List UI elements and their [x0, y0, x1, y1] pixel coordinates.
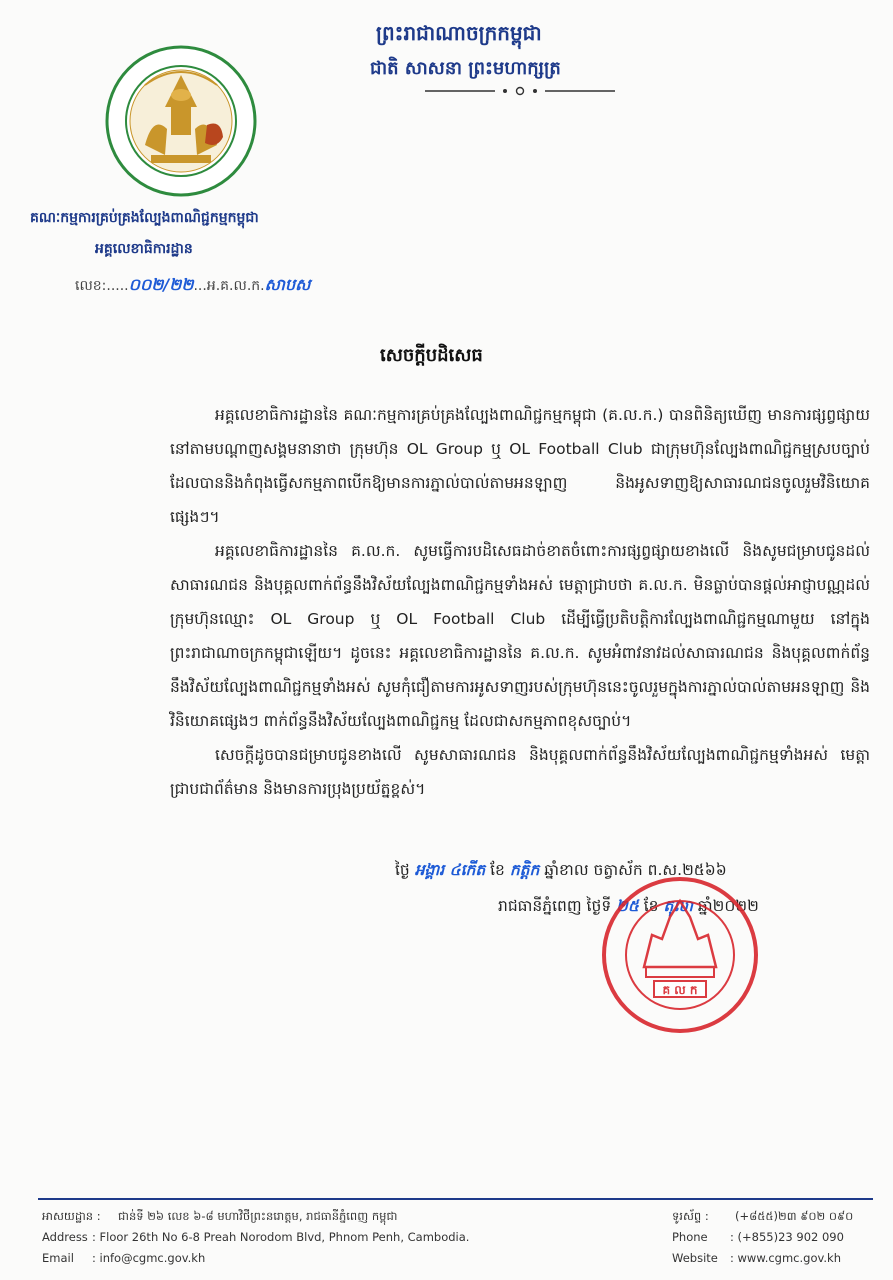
solar-date-prefix: រាជធានីភ្នំពេញ ថ្ងៃទី	[498, 897, 612, 915]
address-kh-label: អាសយដ្ឋាន :	[42, 1209, 101, 1223]
phone-kh-value: (+៨៥៥)២៣ ៩០២ ០៩០	[735, 1209, 854, 1223]
reference-suffix-handwritten: សាបស	[264, 275, 311, 294]
kingdom-motto-line2: ជាតិ សាសនា ព្រះមហាក្សត្រ	[370, 58, 561, 79]
reference-number-line	[75, 274, 310, 298]
reference-mid: ...អ.គ.ល.ក.	[193, 278, 265, 294]
solar-month-label: ខែ	[643, 897, 659, 915]
agency-name: គណៈកម្មការគ្រប់គ្រងល្បែងពាណិជ្ជកម្មកម្ពុជា	[30, 210, 259, 226]
lunar-day-prefix: ថ្ងៃ	[395, 861, 410, 879]
reference-label: លេខ:.....	[75, 278, 129, 294]
email-value[interactable]: : info@cgmc.gov.kh	[92, 1251, 206, 1265]
phone-value[interactable]: : (+855)23 902 090	[730, 1230, 844, 1244]
document-body	[170, 398, 870, 806]
solar-month-handwritten: តុលា	[663, 897, 693, 915]
lunar-month-handwritten: កត្តិក	[509, 861, 540, 879]
phone-label: Phone	[672, 1230, 708, 1244]
kingdom-motto-line1: ព្រះរាជាណាចក្រកម្ពុជា	[376, 21, 542, 45]
official-red-seal	[600, 875, 760, 1035]
ornament-divider	[425, 84, 615, 98]
phone-kh-label: ទូរស័ព្ទ :	[672, 1209, 709, 1223]
solar-year: ឆ្នាំ២០២២	[697, 897, 759, 915]
paragraph-3: សេចក្តីដូចបានជម្រាបជូនខាងលើ សូមសាធារណជន និងបុគ្គលពាក់ព័ន្ធនឹងវិស័យល្បែងពាណិជ្ជកម្មទាំងអស់ មេត្តាជ្រាបជាព័ត៌មាន និងមានការប្រុងប្រយ័ត្នខ្ពស់។	[170, 746, 870, 798]
seal-text: គ ល ក	[662, 983, 698, 997]
footer-divider	[38, 1198, 873, 1200]
address-label: Address	[42, 1230, 88, 1244]
lunar-month-label: ខែ	[490, 861, 505, 879]
address-value: : Floor 26th No 6-8 Preah Norodom Blvd, Phnom Penh, Cambodia.	[92, 1230, 470, 1244]
paragraph-2: អគ្គលេខាធិការដ្ឋាននៃ គ.ល.ក. សូមធ្វើការបដិសេធដាច់ខាតចំពោះការផ្សព្វផ្សាយខាងលើ និងសូមជម្រាបជូនដល់សាធារណជន និងបុគ្គលពាក់ព័ន្ធនឹងវិស័យល្បែងពាណិជ្ជកម្មទាំងអស់ មេត្តាជ្រាបថា គ.ល.ក. មិនធ្លាប់បានផ្តល់អាជ្ញាបណ្ណដល់ក្រុមហ៊ុនឈ្មោះ OL Group ឬ OL Football Club ដើម្បីធ្វើប្រតិបត្តិការល្បែងពាណិជ្ជកម្មណាមួយ នៅក្នុងព្រះរាជាណាចក្រកម្ពុជាឡើយ។ ដូចនេះ អគ្គលេខាធិការដ្ឋាននៃ គ.ល.ក. សូមអំពាវនាវដល់សាធារណជន និងបុគ្គលពាក់ព័ន្ធនឹងវិស័យល្បែងពាណិជ្ជកម្មទាំងអស់ សូមកុំជឿតាមការអូសទាញរបស់ក្រុមហ៊ុននេះចូលរួមក្នុងការភ្នាល់បាល់តាមអនឡាញ និងវិនិយោគផ្សេងៗ ពាក់ព័ន្ធនឹងវិស័យល្បែងពាណិជ្ជកម្ម ដែលជាសកម្មភាពខុសច្បាប់។	[170, 542, 870, 730]
solar-day-handwritten: ២៥	[616, 897, 639, 915]
website-label: Website	[672, 1251, 718, 1265]
lunar-day-handwritten: អង្គារ ៤កើត	[414, 861, 486, 879]
reference-number-handwritten: ០០២/២២	[128, 275, 194, 294]
commission-emblem-logo	[105, 45, 257, 197]
document-title: សេចក្តីបដិសេធ	[380, 345, 483, 366]
address-kh: ជាន់ទី ២៦ លេខ ៦-៨ មហាវិថីព្រះនរោត្តម, រាជធានីភ្នំពេញ កម្ពុជា	[118, 1209, 398, 1223]
department-name: អគ្គលេខាធិការដ្ឋាន	[95, 241, 193, 257]
lunar-year: ឆ្នាំខាល ចត្វាស័ក ព.ស.២៥៦៦	[544, 861, 727, 879]
website-value[interactable]: : www.cgmc.gov.kh	[730, 1251, 842, 1265]
paragraph-1: អគ្គលេខាធិការដ្ឋាននៃ គណៈកម្មការគ្រប់គ្រងល្បែងពាណិជ្ជកម្មកម្ពុជា (គ.ល.ក.) បានពិនិត្យឃើញ មានការផ្សព្វផ្សាយនៅតាមបណ្តាញសង្គមនានាថា ក្រុមហ៊ុន OL Group ឬ OL Football Club ជាក្រុមហ៊ុនល្បែងពាណិជ្ជកម្មស្របច្បាប់ ដែលបាននិងកំពុងធ្វើសកម្មភាពបើកឱ្យមានការភ្នាល់បាល់តាមអនឡាញ និងអូសទាញឱ្យសាធារណជនចូលរួមវិនិយោគផ្សេងៗ។	[170, 406, 870, 526]
email-label: Email	[42, 1251, 74, 1265]
